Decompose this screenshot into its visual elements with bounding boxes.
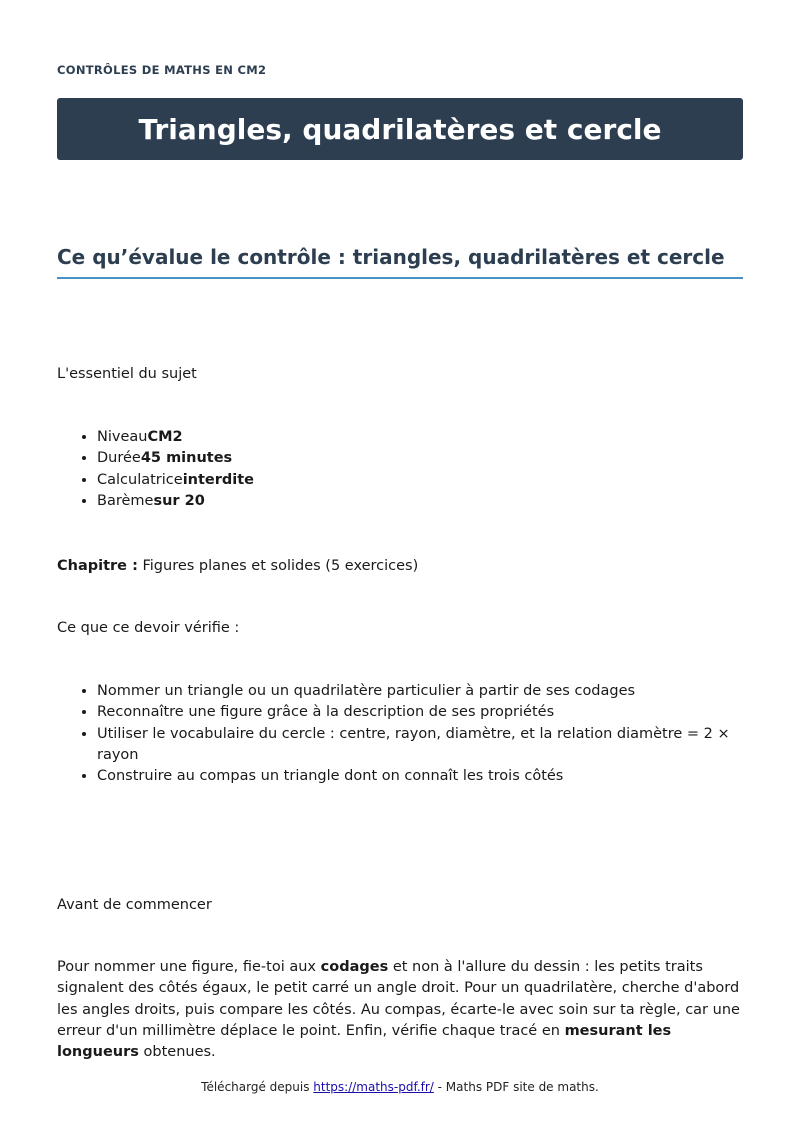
- list-item: • Reconnaître une figure grâce à la description de ses propriétés: [97, 702, 743, 723]
- chapter-value: Figures planes et solides (5 exercices): [137, 558, 419, 574]
- series-kicker: CONTRÔLES DE MATHS EN CM2: [57, 63, 267, 77]
- list-item: • Calculatriceinterdite: [97, 470, 743, 491]
- list-item: • NiveauCM2: [97, 427, 743, 448]
- checks-list: [57, 681, 743, 787]
- page-title: Triangles, quadrilatères et cercle: [138, 112, 662, 146]
- section-title: Ce qu’évalue le contrôle : triangles, quadrilatères et cercle: [57, 245, 743, 279]
- source-link[interactable]: https://maths-pdf.fr/: [313, 1080, 434, 1094]
- list-item: • Construire au compas un triangle dont on connaît les trois côtés: [97, 766, 743, 787]
- essentials-list: [57, 427, 743, 512]
- page-footer: Téléchargé depuis https://maths-pdf.fr/ - Maths PDF site de maths.: [201, 1080, 599, 1094]
- list-item: • Barèmesur 20: [97, 491, 743, 512]
- list-item: • Nommer un triangle ou un quadrilatère particulier à partir de ses codages: [97, 681, 743, 702]
- essentials-heading: L'essentiel du sujet: [57, 366, 197, 382]
- chapter-label: Chapitre :: [57, 558, 138, 574]
- list-item: • Durée45 minutes: [97, 448, 743, 469]
- before-heading: Avant de commencer: [57, 897, 212, 913]
- title-banner: [57, 98, 743, 160]
- advice-paragraph: Pour nommer une figure, fie-toi aux codages et non à l'allure du dessin : les petits traits signalent des côtés égaux, le petit carré un angle droit. Pour un quadrilatère, cherche d'abord les angles droits, puis compare les côtés. Au compas, écarte-le avec soin sur ta règle, car une erreur d'un millimètre déplace le point. Enfin, vérifie chaque tracé en mesurant les longueurs obtenues.: [57, 959, 740, 1061]
- checks-heading: Ce que ce devoir vérifie :: [57, 620, 240, 636]
- chapter-line: [57, 556, 418, 577]
- list-item: • Utiliser le vocabulaire du cercle : centre, rayon, diamètre, et la relation diamètre = 2 × rayon: [97, 724, 743, 767]
